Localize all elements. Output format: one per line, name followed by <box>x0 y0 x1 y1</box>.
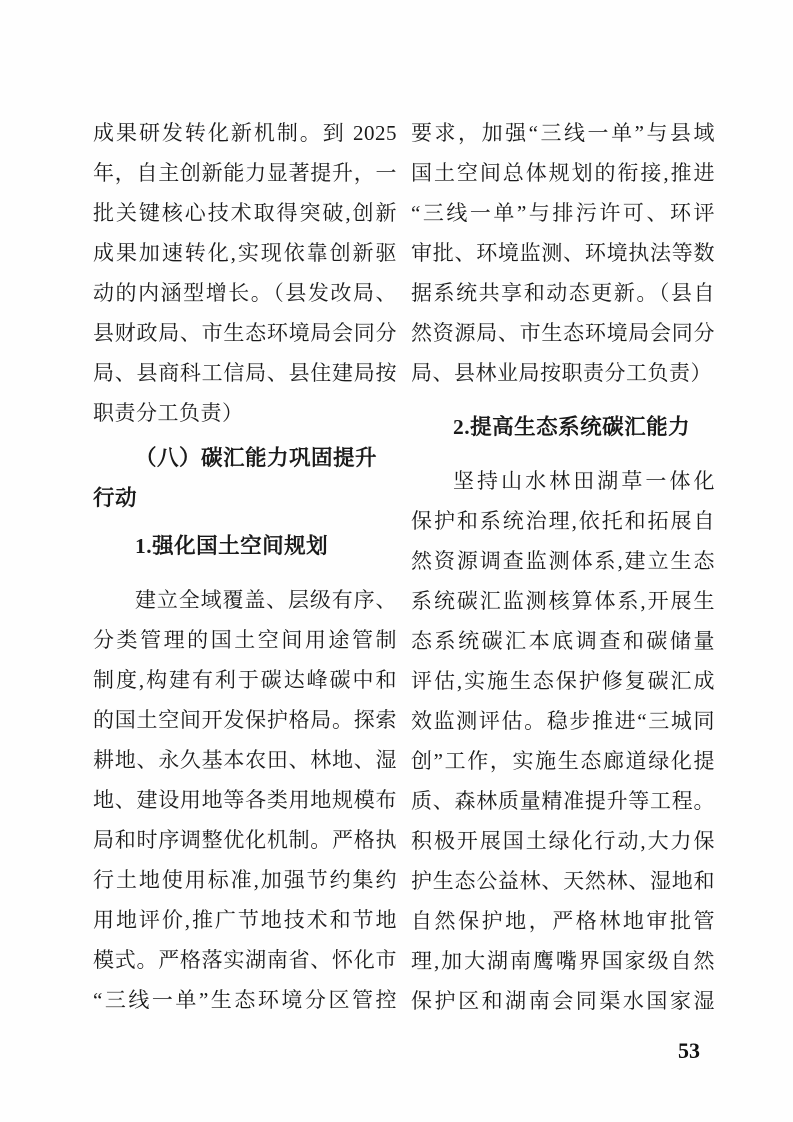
text-line: 地、建设用地等各类用地规模布 <box>93 788 397 812</box>
text-line: 积极开展国土绿化行动,大力保 <box>411 829 715 853</box>
text-line: 保护区和湖南会同渠水国家湿 <box>411 989 715 1013</box>
left-column <box>93 113 397 1020</box>
text-line: “三线一单”与排污许可、环评 <box>411 201 715 225</box>
text-line: 成果研发转化新机制。到 2025 <box>93 121 397 145</box>
text-line: 态系统碳汇本底调查和碳储量 <box>411 629 715 653</box>
text-line: 动的内涵型增长。（县发改局、 <box>93 281 397 305</box>
subsection-heading: 1.强化国土空间规划 <box>135 534 329 558</box>
text-line: 用地评价,推广节地技术和节地 <box>93 908 397 932</box>
text-line: 耕地、永久基本农田、林地、湿 <box>93 748 397 772</box>
text-line: 局、县商科工信局、县住建局按 <box>93 361 397 385</box>
text-line: 系统碳汇监测核算体系,开展生 <box>411 589 715 613</box>
text-line: 保护和系统治理,依托和拓展自 <box>411 509 715 533</box>
text-line: 理,加大湖南鹰嘴界国家级自然 <box>411 949 715 973</box>
text-line: 审批、环境监测、环境执法等数 <box>411 241 715 265</box>
section-heading-line: 行动 <box>93 486 138 510</box>
text-line: 自然保护地，严格林地审批管 <box>411 909 715 933</box>
text-line: 职责分工负责） <box>93 401 244 425</box>
text-line: 效监测评估。稳步推进“三城同 <box>411 709 715 733</box>
text-line: 年，自主创新能力显著提升，一 <box>93 161 397 185</box>
text-line: 国土空间总体规划的衔接,推进 <box>411 161 715 185</box>
page-number: 53 <box>678 1038 700 1063</box>
text-line: 局和时序调整优化机制。严格执 <box>93 828 397 852</box>
text-line: 县财政局、市生态环境局会同分 <box>93 321 397 345</box>
text-line: 然资源调查监测体系,建立生态 <box>411 549 715 573</box>
text-line: 护生态公益林、天然林、湿地和 <box>411 869 715 893</box>
text-line: 的国土空间开发保护格局。探索 <box>93 708 397 732</box>
text-line: “三线一单”生态环境分区管控 <box>93 988 397 1012</box>
text-line: 分类管理的国土空间用途管制 <box>93 628 397 652</box>
text-line: 建立全域覆盖、层级有序、 <box>135 588 397 612</box>
subsection-heading: 2.提高生态系统碳汇能力 <box>453 415 691 439</box>
section-heading-line: （八）碳汇能力巩固提升 <box>135 446 378 470</box>
text-line: 批关键核心技术取得突破,创新 <box>93 201 397 225</box>
text-line: 评估,实施生态保护修复碳汇成 <box>411 669 715 693</box>
text-line: 局、县林业局按职责分工负责） <box>411 361 712 385</box>
text-line: 坚持山水林田湖草一体化 <box>453 469 715 493</box>
text-line: 行土地使用标准,加强节约集约 <box>93 868 397 892</box>
right-column <box>411 113 715 1021</box>
text-line: 创”工作，实施生态廊道绿化提 <box>411 749 715 773</box>
text-line: 据系统共享和动态更新。（县自 <box>411 281 715 305</box>
text-line: 然资源局、市生态环境局会同分 <box>411 321 715 345</box>
text-line: 模式。严格落实湖南省、怀化市 <box>93 948 397 972</box>
text-line: 成果加速转化,实现依靠创新驱 <box>93 241 397 265</box>
text-line: 质、森林质量精准提升等工程。 <box>411 789 715 813</box>
text-line: 制度,构建有利于碳达峰碳中和 <box>93 668 397 692</box>
text-line: 要求，加强“三线一单”与县域 <box>411 121 715 145</box>
